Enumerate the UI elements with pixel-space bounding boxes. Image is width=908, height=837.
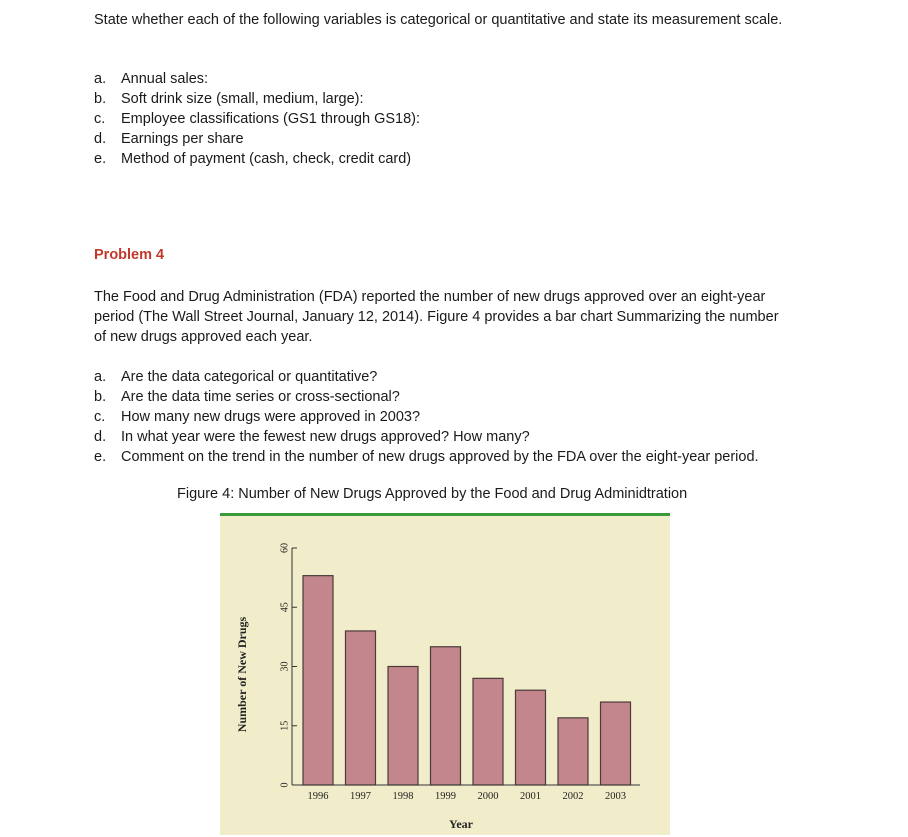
bar-2000 xyxy=(473,678,503,785)
item-text: Annual sales: xyxy=(121,71,209,87)
x-tick-label: 2001 xyxy=(520,791,541,802)
item-text: In what year were the fewest new drugs approved? How many? xyxy=(121,429,530,445)
chart-top-rule xyxy=(220,513,670,516)
item-letter: c. xyxy=(94,409,106,425)
item-letter: d. xyxy=(94,429,107,445)
list-item xyxy=(94,69,420,89)
list-item xyxy=(94,149,420,169)
list-item xyxy=(94,427,759,447)
list-item xyxy=(94,129,420,149)
item-letter: b. xyxy=(94,91,107,107)
item-letter: c. xyxy=(94,111,106,127)
problem-text: The Food and Drug Administration (FDA) reported the number of new drugs approved over an eight-year period (The Wall Street Journal, January 12, 2014). Figure 4 provides a bar chart Summarizing the number of new drugs approved each year. xyxy=(94,289,779,345)
item-letter: a. xyxy=(94,71,107,87)
bar-2001 xyxy=(516,690,546,785)
x-tick-label: 2000 xyxy=(477,791,499,802)
intro-list xyxy=(94,69,420,169)
x-tick-label: 1999 xyxy=(435,791,456,802)
problem-heading: Problem 4 xyxy=(94,247,165,263)
list-item xyxy=(94,367,759,387)
x-axis-title: Year xyxy=(449,817,473,831)
bar-2003 xyxy=(601,702,631,785)
bar-1999 xyxy=(431,647,461,785)
item-text: Are the data categorical or quantitative? xyxy=(121,369,378,385)
list-item xyxy=(94,407,759,427)
y-tick-label: 30 xyxy=(279,661,291,672)
item-letter: e. xyxy=(94,449,107,465)
x-tick-label: 1997 xyxy=(350,791,371,802)
item-text: How many new drugs were approved in 2003? xyxy=(121,409,421,425)
x-tick-label: 2003 xyxy=(605,791,626,802)
item-letter: d. xyxy=(94,131,107,147)
problem-list xyxy=(94,367,759,467)
item-letter: b. xyxy=(94,389,107,405)
item-text: Method of payment (cash, check, credit card) xyxy=(121,151,412,167)
list-item xyxy=(94,447,759,467)
bar-1997 xyxy=(346,631,376,785)
y-axis-title: Number of New Drugs xyxy=(234,616,249,733)
item-letter: e. xyxy=(94,151,107,167)
item-text: Employee classifications (GS1 through GS18): xyxy=(121,111,420,127)
list-item xyxy=(94,387,759,407)
item-text: Soft drink size (small, medium, large): xyxy=(121,91,364,107)
y-tick-label: 45 xyxy=(279,602,291,613)
figure-caption: Figure 4: Number of New Drugs Approved by the Food and Drug Adminidtration xyxy=(177,486,688,502)
bar-chart xyxy=(220,513,670,835)
item-text: Earnings per share xyxy=(121,131,244,147)
bar-1998 xyxy=(388,667,418,786)
list-item xyxy=(94,109,420,129)
item-letter: a. xyxy=(94,369,107,385)
item-text: Comment on the trend in the number of new drugs approved by the FDA over the eight-year period. xyxy=(121,449,759,465)
item-text: Are the data time series or cross-sectional? xyxy=(121,389,400,405)
x-tick-label: 2002 xyxy=(562,791,584,802)
y-tick-label: 15 xyxy=(279,720,291,731)
bar-1996 xyxy=(303,576,333,785)
y-tick-label: 60 xyxy=(279,543,291,553)
bar-2002 xyxy=(558,718,588,785)
intro-text: State whether each of the following variables is categorical or quantitative and state its measurement scale. xyxy=(94,12,783,28)
x-tick-label: 1998 xyxy=(392,791,414,802)
x-tick-label: 1996 xyxy=(307,791,329,802)
list-item xyxy=(94,89,420,109)
y-tick-label: 0 xyxy=(279,782,291,788)
